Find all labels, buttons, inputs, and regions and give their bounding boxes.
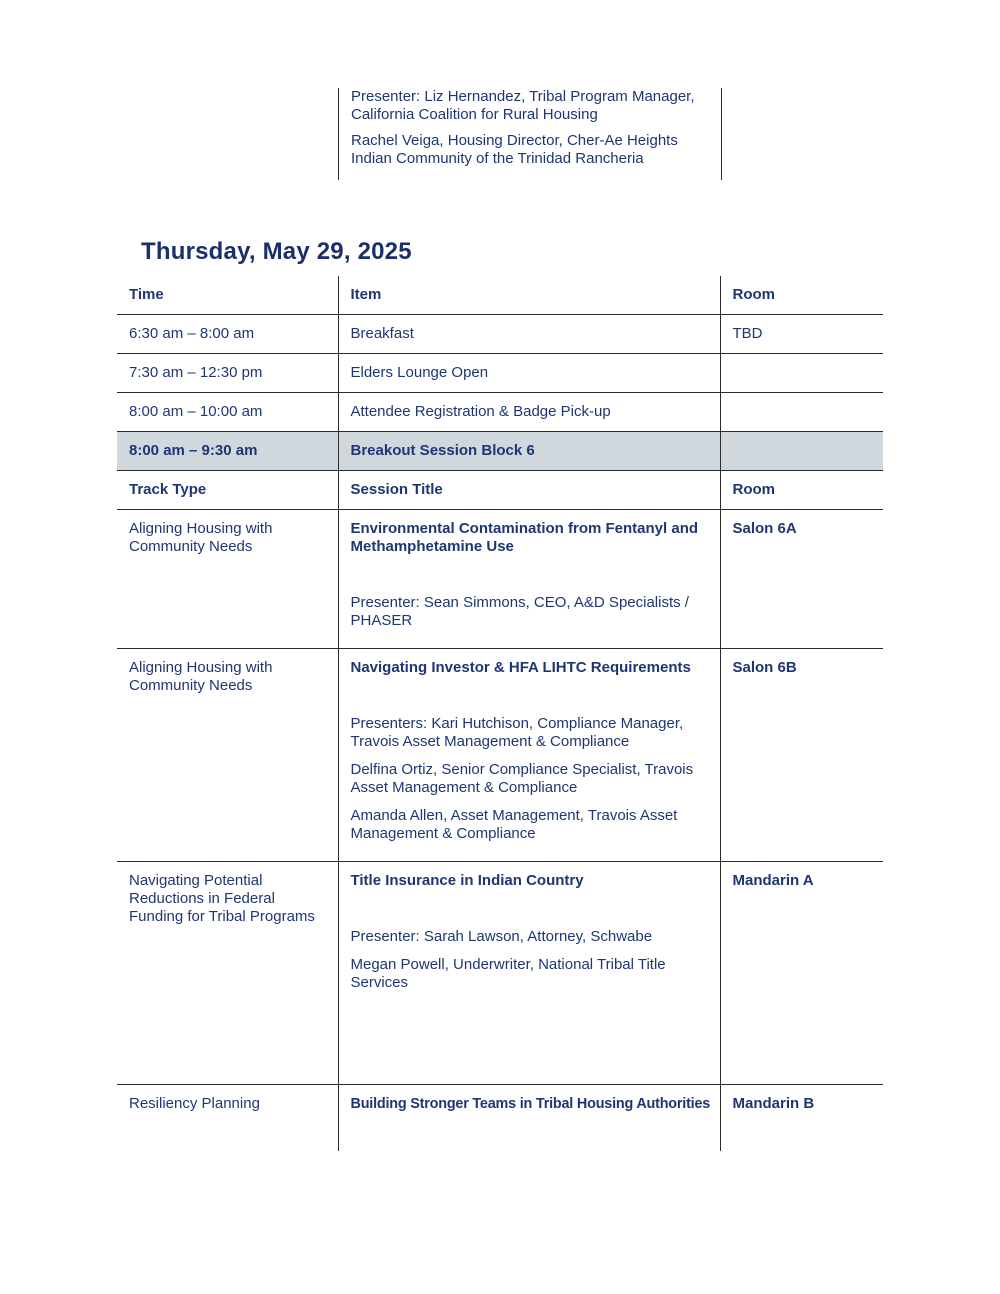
item-cell: Breakout Session Block 6 xyxy=(338,432,720,471)
session-row xyxy=(117,1085,883,1151)
previous-session-presenters-cell xyxy=(338,88,722,180)
column-header-track-type: Track Type xyxy=(117,471,338,510)
presenter-line: Megan Powell, Underwriter, National Tribal Title Services xyxy=(350,956,666,991)
presenter-line: Amanda Allen, Asset Management, Travois Asset Management & Compliance xyxy=(350,807,678,842)
session-title: Building Stronger Teams in Tribal Housing Authorities xyxy=(350,1096,711,1112)
presenter-line: Delfina Ortiz, Senior Compliance Specialist, Travois Asset Management & Compliance xyxy=(350,761,694,796)
time-cell: 6:30 am – 8:00 am xyxy=(117,315,338,354)
session-cell xyxy=(338,862,720,1085)
table-row xyxy=(117,354,883,393)
track-cell: Resiliency Planning xyxy=(129,1095,260,1112)
item-cell: Breakfast xyxy=(338,315,720,354)
item-cell: Attendee Registration & Badge Pick-up xyxy=(338,393,720,432)
presenter-line: Presenters: Kari Hutchison, Compliance Manager, Travois Asset Management & Compliance xyxy=(350,715,684,750)
column-header-item: Item xyxy=(338,276,720,315)
room-cell: Mandarin A xyxy=(720,862,883,1085)
time-cell: 8:00 am – 9:30 am xyxy=(117,432,338,471)
item-cell: Elders Lounge Open xyxy=(338,354,720,393)
schedule-table xyxy=(117,276,883,1151)
column-header-room: Room xyxy=(720,276,883,315)
room-cell xyxy=(720,354,883,393)
session-row xyxy=(117,510,883,649)
session-cell xyxy=(338,1085,720,1151)
room-cell: Salon 6B xyxy=(720,649,883,862)
table-row xyxy=(117,393,883,432)
room-cell: Salon 6A xyxy=(720,510,883,649)
session-title: Navigating Investor & HFA LIHTC Requirements xyxy=(350,659,691,676)
room-cell xyxy=(720,393,883,432)
presenter-line: Presenter: Sarah Lawson, Attorney, Schwabe xyxy=(350,928,653,945)
column-header-session-title: Session Title xyxy=(338,471,720,510)
breakout-block-row xyxy=(117,432,883,471)
session-cell xyxy=(338,510,720,649)
room-cell xyxy=(720,432,883,471)
time-cell: 8:00 am – 10:00 am xyxy=(117,393,338,432)
room-cell: TBD xyxy=(720,315,883,354)
column-header-time: Time xyxy=(117,276,338,315)
table-row xyxy=(117,315,883,354)
session-title: Environmental Contamination from Fentanyl and Methamphetamine Use xyxy=(350,520,699,555)
column-header-room: Room xyxy=(720,471,883,510)
track-cell: Navigating Potential Reductions in Federal Funding for Tribal Programs xyxy=(117,862,338,1085)
time-cell: 7:30 am – 12:30 pm xyxy=(117,354,338,393)
session-row xyxy=(117,862,883,1085)
session-title: Title Insurance in Indian Country xyxy=(350,872,584,889)
track-cell: Aligning Housing with Community Needs xyxy=(117,510,338,649)
presenter-line: Presenter: Liz Hernandez, Tribal Program Manager, California Coalition for Rural Housing xyxy=(351,88,695,123)
table-header-row xyxy=(117,276,883,315)
session-header-row xyxy=(117,471,883,510)
day-title: Thursday, May 29, 2025 xyxy=(141,238,412,265)
presenter-line: Presenter: Sean Simmons, CEO, A&D Specialists / PHASER xyxy=(350,594,689,629)
presenter-line: Rachel Veiga, Housing Director, Cher-Ae Heights Indian Community of the Trinidad Rancheria xyxy=(351,132,678,167)
session-row xyxy=(117,649,883,862)
session-cell xyxy=(338,649,720,862)
room-cell: Mandarin B xyxy=(720,1085,883,1151)
track-cell: Aligning Housing with Community Needs xyxy=(117,649,338,862)
